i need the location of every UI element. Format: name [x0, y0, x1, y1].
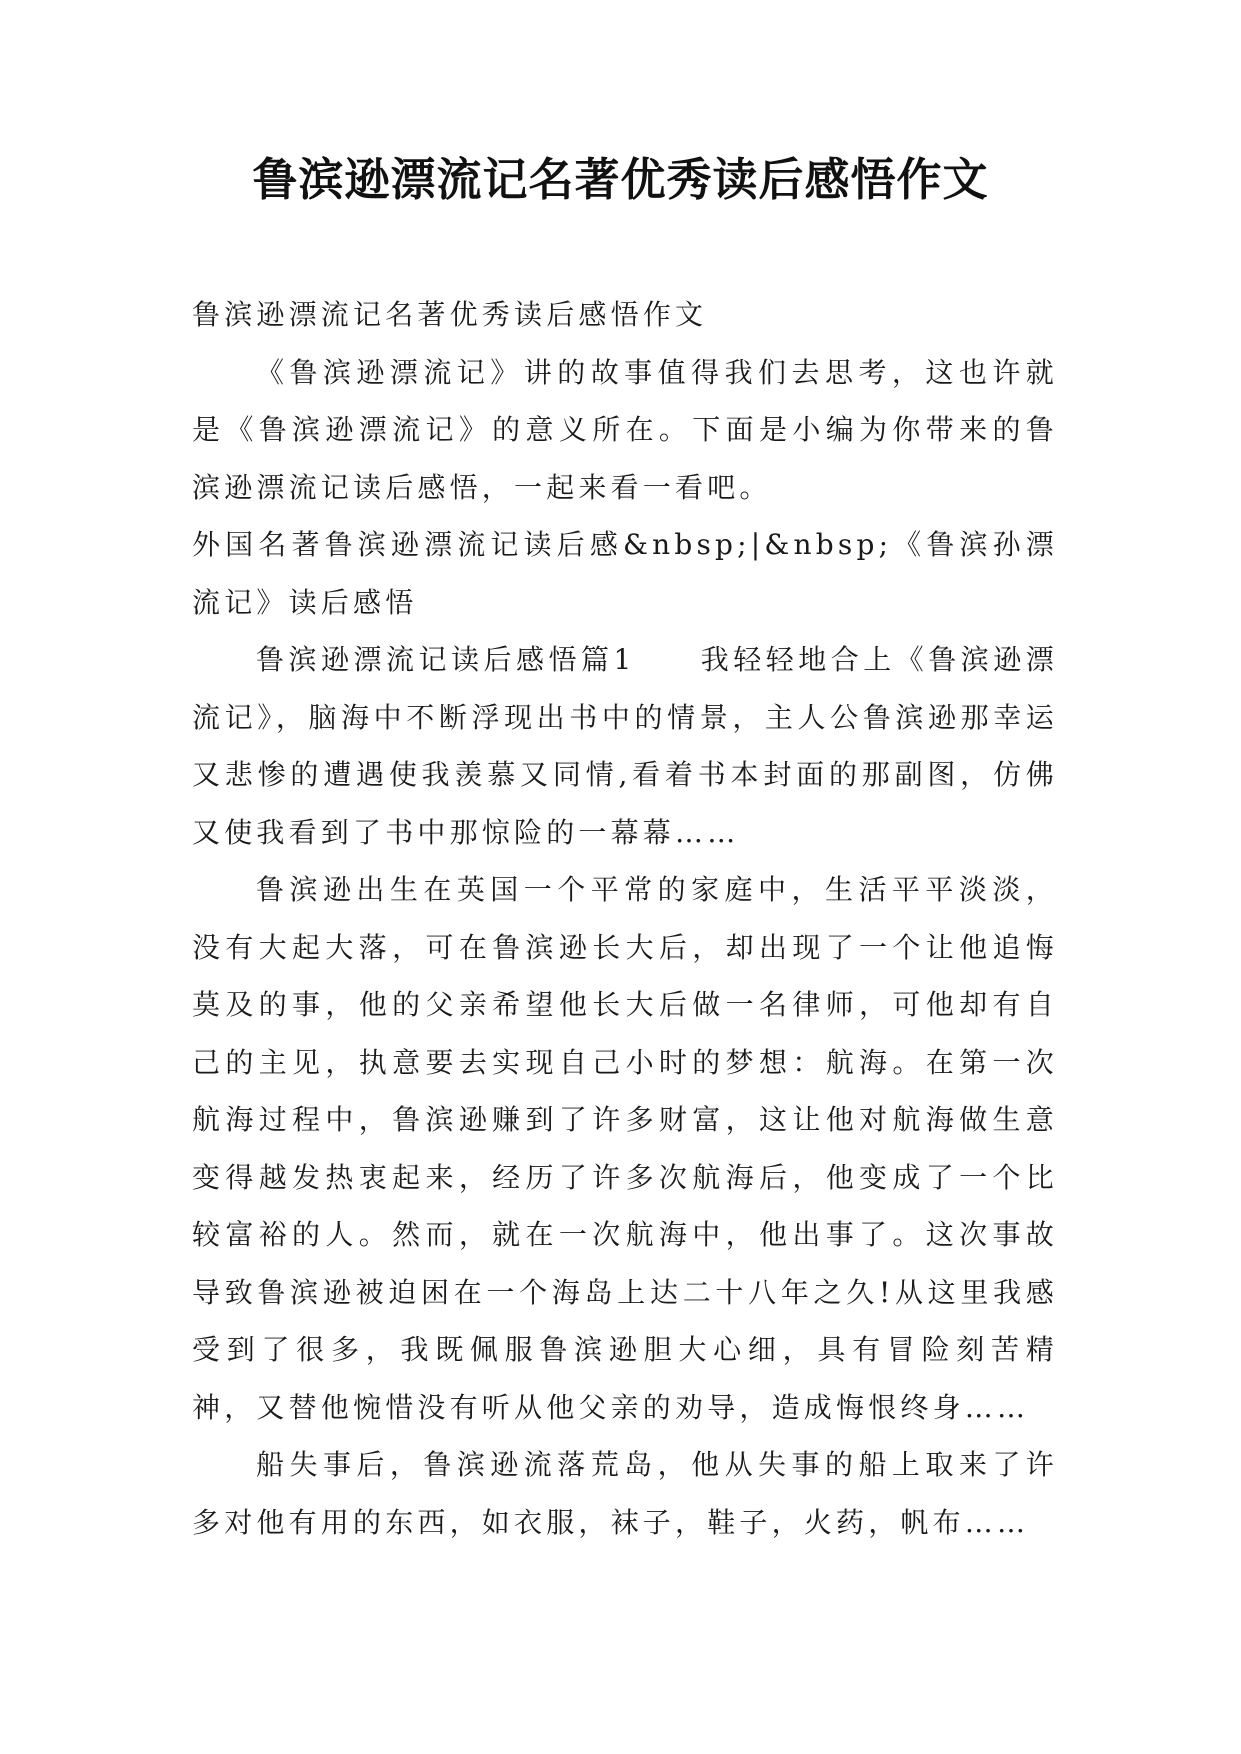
body-paragraph: 鲁滨逊漂流记名著优秀读后感悟作文	[192, 298, 708, 331]
body-paragraph: 鲁滨逊漂流记读后感悟篇1 我轻轻地合上《鲁滨逊漂流记》，脑海中不断浮现出书中的情景，主人公鲁滨逊那幸运又悲惨的遭遇使我羡慕又同情,看着书本封面的那副图，仿佛又使我看到了书中那惊险的一幕幕……	[192, 643, 1058, 849]
body-paragraph: 鲁滨逊出生在英国一个平常的家庭中，生活平平淡淡，没有大起大落，可在鲁滨逊长大后，却出现了一个让他追悔莫及的事，他的父亲希望他长大后做一名律师，可他却有自己的主见，执意要去实现自己小时的梦想：航海。在第一次航海过程中，鲁滨逊赚到了许多财富，这让他对航海做生意变得越发热衷起来，经历了许多次航海后，他变成了一个比较富裕的人。然而，就在一次航海中，他出事了。这次事故导致鲁滨逊被迫困在一个海岛上达二十八年之久!从这里我感受到了很多，我既佩服鲁滨逊胆大心细，具有冒险刻苦精神，又替他惋惜没有听从他父亲的劝导，造成悔恨终身……	[192, 873, 1058, 1424]
body-paragraph: 外国名著鲁滨逊漂流记读后感&nbsp;|&nbsp;《鲁滨孙漂流记》读后感悟	[192, 528, 1058, 619]
body-paragraph: 《鲁滨逊漂流记》讲的故事值得我们去思考，这也许就是《鲁滨逊漂流记》的意义所在。下面是小编为你带来的鲁滨逊漂流记读后感悟，一起来看一看吧。	[192, 355, 1058, 504]
body-paragraph: 船失事后，鲁滨逊流落荒岛，他从失事的船上取来了许多对他有用的东西，如衣服，袜子，鞋子，火药，帆布……	[192, 1448, 1058, 1539]
document-title: 鲁滨逊漂流记名著优秀读后感悟作文	[252, 153, 989, 206]
document-body	[192, 286, 1058, 1551]
